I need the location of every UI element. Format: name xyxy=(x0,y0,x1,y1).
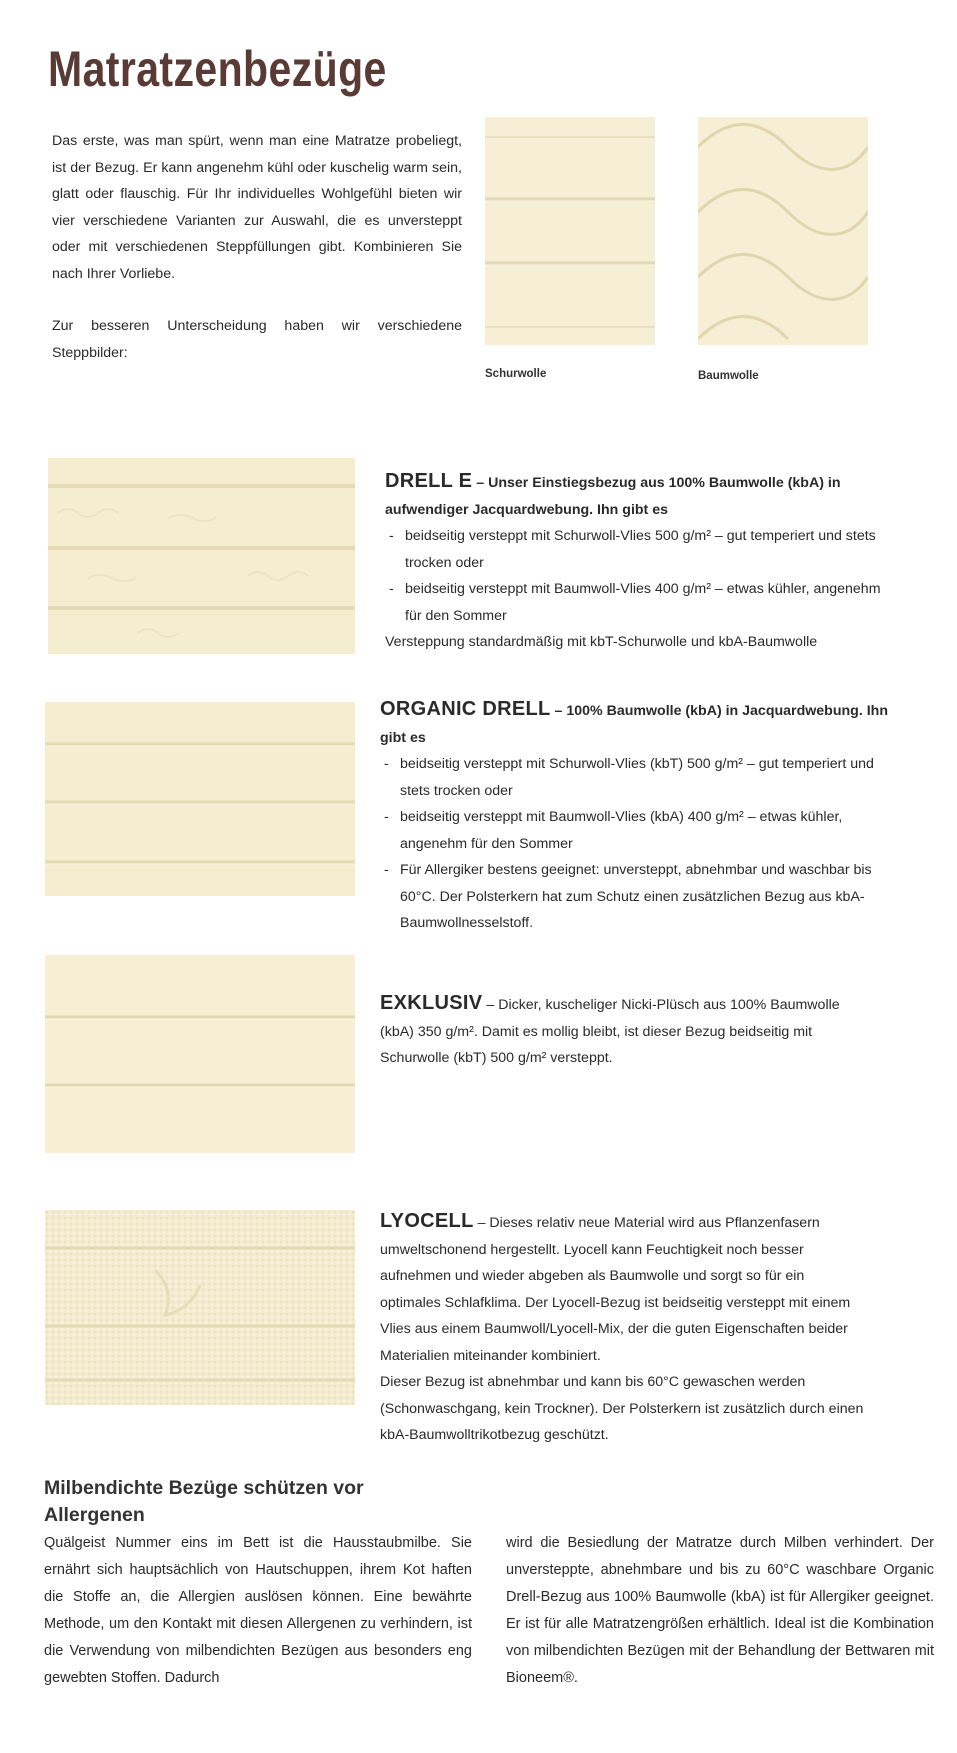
product-subtitle-drell-e: – Unser Einstiegsbezug aus 100% Baumwolle (kbA) in aufwendiger Jacquardwebung. Ihn gibt es xyxy=(385,475,841,518)
bullet-list-drell-e xyxy=(385,523,895,629)
product-organic-drell xyxy=(380,696,890,937)
swatch-baumwolle-image xyxy=(698,117,868,345)
product-text-lyocell: – Dieses relativ neue Material wird aus Pflanzenfasern umweltschonend hergestellt. Lyocell kann Feuchtigkeit noch besser aufnehmen und wieder abgeben als Baumwolle und sorgt so für ein optimales Schlafklima. Der Lyocell-Bezug ist beidseitig versteppt mit einem Vlies aus einem Baumwoll/Lyocell-Mix, der die guten Eigenschaften beider Materialien miteinander kombiniert. xyxy=(380,1215,851,1364)
list-item: - beidseitig versteppt mit Baumwoll-Vlies 400 g/m² – etwas kühler, angenehm für den Sommer xyxy=(385,576,895,629)
product-lyocell xyxy=(380,1208,865,1449)
product-exklusiv xyxy=(380,990,865,1072)
list-item: - beidseitig versteppt mit Schurwoll-Vlies (kbT) 500 g/m² – gut temperiert und stets trocken oder xyxy=(380,751,890,804)
bullet-list-organic-drell xyxy=(380,751,890,937)
product-name-drell-e: DRELL E xyxy=(385,470,473,492)
intro-paragraph-2: Zur besseren Unterscheidung haben wir verschiedene Steppbilder: xyxy=(52,318,462,361)
mites-heading: Milbendichte Bezüge schützen vor Allergenen xyxy=(44,1477,364,1526)
organic-drell-image xyxy=(45,702,355,896)
product-drell-e xyxy=(385,468,895,656)
intro-text xyxy=(52,128,462,392)
intro-paragraph-1: Das erste, was man spürt, wenn man eine Matratze probeliegt, ist der Bezug. Er kann angenehm kühl oder kuschelig warm sein, glatt oder flauschig. Für Ihr individuelles Wohlgefühl bieten wir vier verschiedene Varianten zur Auswahl, die es unversteppt oder mit verschiedenen Steppfüllungen gibt. Kombinieren Sie nach Ihrer Vorliebe. xyxy=(52,133,462,282)
product-name-exklusiv: EXKLUSIV xyxy=(380,992,483,1014)
product-note-drell-e: Versteppung standardmäßig mit kbT-Schurwolle und kbA-Baumwolle xyxy=(385,634,818,650)
lyocell-image xyxy=(45,1210,355,1405)
product-text-exklusiv: – Dicker, kuscheliger Nicki-Plüsch aus 100% Baumwolle (kbA) 350 g/m². Damit es mollig bleibt, ist dieser Bezug beidseitig mit Schurwolle (kbT) 500 g/m² versteppt. xyxy=(380,997,840,1066)
list-item: - Für Allergiker bestens geeignet: unversteppt, abnehmbar und waschbar bis 60°C. Der Polsterkern hat zum Schutz einen zusätzlichen Bezug aus kbA-Baumwollnesselstoff. xyxy=(380,857,890,937)
mites-column-1: Quälgeist Nummer eins im Bett ist die Hausstaubmilbe. Sie ernährt sich hauptsächlich von Hautschuppen, ihrem Kot haften die Stoffe an, die Allergien auslösen können. Eine bewährte Methode, um den Kontakt mit diesen Allergenen zu verhindern, ist die Verwendung von milbendichten Bezügen aus besonders eng gewebten Stoffen. Dadurch xyxy=(44,1535,472,1686)
drell-e-image xyxy=(48,458,355,654)
swatch-label-schurwolle: Schurwolle xyxy=(485,368,547,380)
product-name-organic-drell: ORGANIC DRELL xyxy=(380,698,551,720)
product-text2-lyocell: Dieser Bezug ist abnehmbar und kann bis 60°C gewaschen werden (Schonwaschgang, kein Trockner). Der Polsterkern ist zusätzlich durch einen kbA-Baumwolltrikotbezug geschützt. xyxy=(380,1374,864,1443)
mites-column-2: wird die Besiedlung der Matratze durch Milben verhindert. Der unversteppte, abnehmbare und bis zu 60°C waschbare Organic Drell-Bezug aus 100% Baumwolle (kbA) ist für Allergiker geeignet. Er ist für alle Matratzengrößen erhältlich. Ideal ist die Kombination von milbendichten Bezügen mit der Behandlung der Bettwaren mit Bioneem®. xyxy=(506,1535,934,1686)
product-subtitle-organic-drell: – 100% Baumwolle (kbA) in Jacquardwebung. Ihn gibt es xyxy=(380,703,888,746)
page-title: Matratzenbezüge xyxy=(48,41,387,97)
list-item: - beidseitig versteppt mit Schurwoll-Vlies 500 g/m² – gut temperiert und stets trocken oder xyxy=(385,523,895,576)
list-item: - beidseitig versteppt mit Baumwoll-Vlies (kbA) 400 g/m² – etwas kühler, angenehm für den Sommer xyxy=(380,804,890,857)
product-name-lyocell: LYOCELL xyxy=(380,1210,474,1232)
exklusiv-image xyxy=(45,955,355,1153)
swatch-label-baumwolle: Baumwolle xyxy=(698,370,759,382)
swatch-schurwolle-image xyxy=(485,117,655,345)
